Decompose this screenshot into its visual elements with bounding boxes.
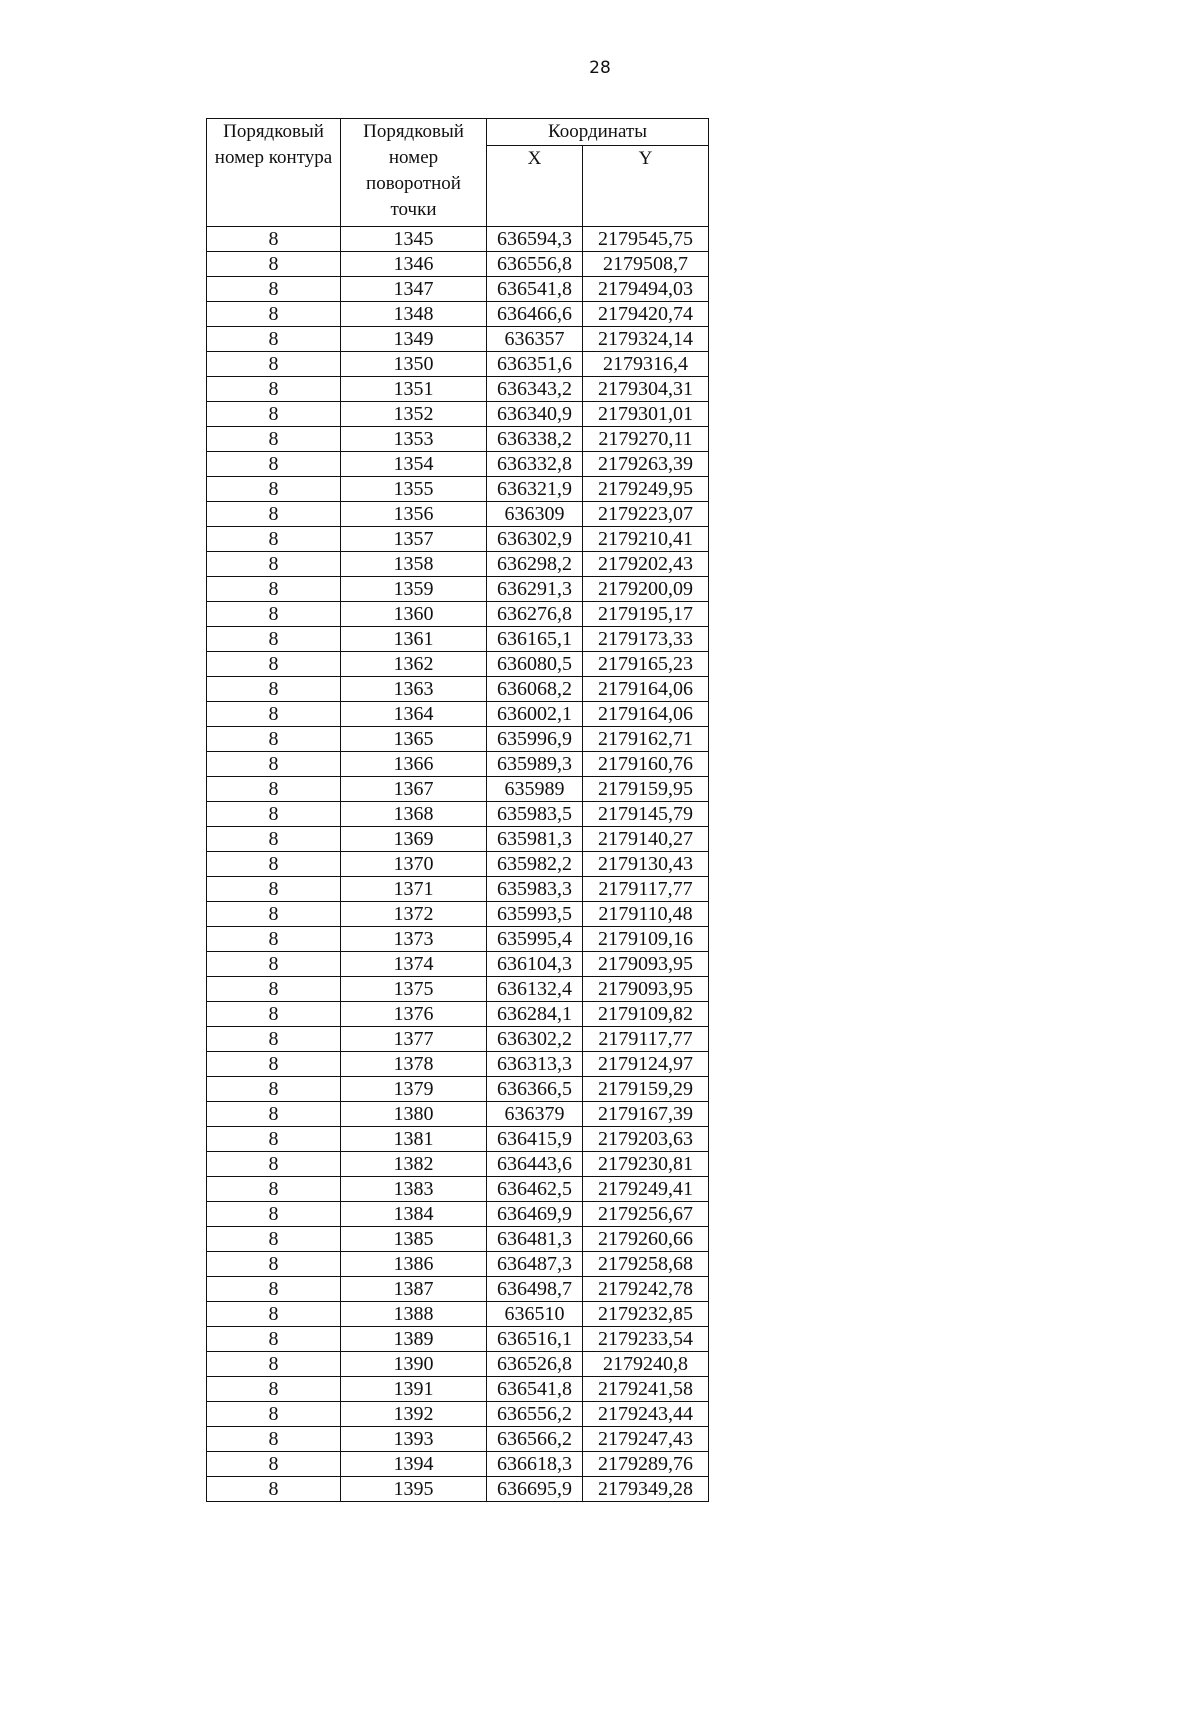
table-row [207, 352, 709, 377]
cell-point-number: 1378 [341, 1052, 487, 1077]
cell-x: 636338,2 [487, 427, 583, 452]
cell-contour-number: 8 [207, 927, 341, 952]
cell-y: 2179109,16 [583, 927, 709, 952]
cell-point-number: 1357 [341, 527, 487, 552]
cell-y: 2179223,07 [583, 502, 709, 527]
cell-point-number: 1346 [341, 252, 487, 277]
cell-contour-number: 8 [207, 277, 341, 302]
cell-point-number: 1394 [341, 1452, 487, 1477]
table-row [207, 1127, 709, 1152]
table-row [207, 702, 709, 727]
cell-point-number: 1368 [341, 802, 487, 827]
cell-y: 2179243,44 [583, 1402, 709, 1427]
cell-y: 2179260,66 [583, 1227, 709, 1252]
cell-y: 2179160,76 [583, 752, 709, 777]
cell-contour-number: 8 [207, 477, 341, 502]
cell-point-number: 1372 [341, 902, 487, 927]
cell-contour-number: 8 [207, 452, 341, 477]
table-row [207, 952, 709, 977]
cell-x: 636309 [487, 502, 583, 527]
cell-point-number: 1366 [341, 752, 487, 777]
cell-y: 2179093,95 [583, 952, 709, 977]
cell-x: 636469,9 [487, 1202, 583, 1227]
cell-point-number: 1395 [341, 1477, 487, 1502]
cell-contour-number: 8 [207, 727, 341, 752]
cell-x: 636332,8 [487, 452, 583, 477]
cell-contour-number: 8 [207, 552, 341, 577]
cell-x: 636481,3 [487, 1227, 583, 1252]
table-row [207, 227, 709, 252]
cell-y: 2179420,74 [583, 302, 709, 327]
table-row [207, 552, 709, 577]
cell-y: 2179130,43 [583, 852, 709, 877]
cell-y: 2179145,79 [583, 802, 709, 827]
table-row [207, 827, 709, 852]
cell-y: 2179117,77 [583, 877, 709, 902]
cell-y: 2179256,67 [583, 1202, 709, 1227]
cell-contour-number: 8 [207, 902, 341, 927]
cell-y: 2179164,06 [583, 702, 709, 727]
cell-x: 636343,2 [487, 377, 583, 402]
cell-contour-number: 8 [207, 877, 341, 902]
cell-point-number: 1355 [341, 477, 487, 502]
table-row [207, 752, 709, 777]
table-row [207, 1177, 709, 1202]
cell-x: 636415,9 [487, 1127, 583, 1152]
table-row [207, 327, 709, 352]
cell-x: 636302,2 [487, 1027, 583, 1052]
cell-x: 636284,1 [487, 1002, 583, 1027]
cell-y: 2179545,75 [583, 227, 709, 252]
cell-contour-number: 8 [207, 602, 341, 627]
table-row [207, 602, 709, 627]
cell-point-number: 1387 [341, 1277, 487, 1302]
cell-point-number: 1352 [341, 402, 487, 427]
cell-y: 2179093,95 [583, 977, 709, 1002]
cell-x: 635993,5 [487, 902, 583, 927]
cell-y: 2179140,27 [583, 827, 709, 852]
cell-contour-number: 8 [207, 952, 341, 977]
cell-point-number: 1375 [341, 977, 487, 1002]
cell-x: 636276,8 [487, 602, 583, 627]
cell-point-number: 1354 [341, 452, 487, 477]
table-row [207, 277, 709, 302]
cell-y: 2179304,31 [583, 377, 709, 402]
table-row [207, 1352, 709, 1377]
table-row [207, 1377, 709, 1402]
cell-contour-number: 8 [207, 352, 341, 377]
cell-point-number: 1376 [341, 1002, 487, 1027]
cell-contour-number: 8 [207, 427, 341, 452]
cell-x: 636510 [487, 1302, 583, 1327]
cell-x: 636516,1 [487, 1327, 583, 1352]
cell-x: 635982,2 [487, 852, 583, 877]
cell-contour-number: 8 [207, 1477, 341, 1502]
cell-y: 2179200,09 [583, 577, 709, 602]
table-row [207, 452, 709, 477]
cell-contour-number: 8 [207, 1152, 341, 1177]
cell-contour-number: 8 [207, 652, 341, 677]
cell-x: 636594,3 [487, 227, 583, 252]
cell-point-number: 1390 [341, 1352, 487, 1377]
cell-x: 636068,2 [487, 677, 583, 702]
cell-contour-number: 8 [207, 402, 341, 427]
cell-point-number: 1373 [341, 927, 487, 952]
cell-y: 2179258,68 [583, 1252, 709, 1277]
cell-y: 2179159,95 [583, 777, 709, 802]
cell-point-number: 1364 [341, 702, 487, 727]
table-row [207, 477, 709, 502]
cell-point-number: 1386 [341, 1252, 487, 1277]
cell-y: 2179270,11 [583, 427, 709, 452]
cell-y: 2179316,4 [583, 352, 709, 377]
table-row [207, 852, 709, 877]
cell-x: 636541,8 [487, 1377, 583, 1402]
cell-y: 2179241,58 [583, 1377, 709, 1402]
cell-contour-number: 8 [207, 1102, 341, 1127]
header-point-number: Порядковый номер поворотной точки [341, 119, 487, 227]
cell-point-number: 1358 [341, 552, 487, 577]
cell-point-number: 1363 [341, 677, 487, 702]
cell-point-number: 1374 [341, 952, 487, 977]
table-row [207, 1227, 709, 1252]
cell-contour-number: 8 [207, 327, 341, 352]
cell-point-number: 1370 [341, 852, 487, 877]
cell-y: 2179110,48 [583, 902, 709, 927]
cell-contour-number: 8 [207, 827, 341, 852]
table-row [207, 977, 709, 1002]
table-row [207, 1427, 709, 1452]
cell-point-number: 1377 [341, 1027, 487, 1052]
cell-x: 636298,2 [487, 552, 583, 577]
cell-point-number: 1384 [341, 1202, 487, 1227]
table-row [207, 1402, 709, 1427]
cell-contour-number: 8 [207, 1077, 341, 1102]
table-row [207, 377, 709, 402]
cell-x: 636379 [487, 1102, 583, 1127]
cell-y: 2179167,39 [583, 1102, 709, 1127]
header-x: X [487, 146, 583, 227]
cell-x: 636526,8 [487, 1352, 583, 1377]
cell-y: 2179242,78 [583, 1277, 709, 1302]
table-row [207, 302, 709, 327]
cell-x: 636165,1 [487, 627, 583, 652]
cell-x: 636291,3 [487, 577, 583, 602]
cell-contour-number: 8 [207, 702, 341, 727]
cell-x: 636566,2 [487, 1427, 583, 1452]
cell-contour-number: 8 [207, 377, 341, 402]
cell-contour-number: 8 [207, 577, 341, 602]
cell-point-number: 1349 [341, 327, 487, 352]
cell-contour-number: 8 [207, 1377, 341, 1402]
cell-point-number: 1371 [341, 877, 487, 902]
cell-point-number: 1367 [341, 777, 487, 802]
cell-y: 2179162,71 [583, 727, 709, 752]
cell-contour-number: 8 [207, 502, 341, 527]
table-row [207, 577, 709, 602]
header-contour-number: Порядковый номер контура [207, 119, 341, 227]
cell-point-number: 1379 [341, 1077, 487, 1102]
table-row [207, 502, 709, 527]
cell-point-number: 1360 [341, 602, 487, 627]
cell-contour-number: 8 [207, 1227, 341, 1252]
table-row [207, 802, 709, 827]
cell-y: 2179159,29 [583, 1077, 709, 1102]
header-coordinates: Координаты [487, 119, 709, 146]
page-number: 28 [589, 58, 611, 78]
cell-y: 2179249,41 [583, 1177, 709, 1202]
cell-y: 2179240,8 [583, 1352, 709, 1377]
cell-point-number: 1382 [341, 1152, 487, 1177]
cell-contour-number: 8 [207, 1202, 341, 1227]
table-row [207, 677, 709, 702]
cell-x: 636466,6 [487, 302, 583, 327]
table-row [207, 1202, 709, 1227]
cell-point-number: 1362 [341, 652, 487, 677]
cell-contour-number: 8 [207, 527, 341, 552]
table-row [207, 1102, 709, 1127]
cell-point-number: 1380 [341, 1102, 487, 1127]
cell-x: 636351,6 [487, 352, 583, 377]
cell-y: 2179508,7 [583, 252, 709, 277]
cell-contour-number: 8 [207, 852, 341, 877]
cell-y: 2179233,54 [583, 1327, 709, 1352]
cell-point-number: 1389 [341, 1327, 487, 1352]
cell-x: 636313,3 [487, 1052, 583, 1077]
cell-point-number: 1369 [341, 827, 487, 852]
cell-y: 2179289,76 [583, 1452, 709, 1477]
cell-x: 636443,6 [487, 1152, 583, 1177]
cell-x: 636618,3 [487, 1452, 583, 1477]
cell-y: 2179263,39 [583, 452, 709, 477]
cell-contour-number: 8 [207, 1302, 341, 1327]
table-row [207, 1277, 709, 1302]
cell-contour-number: 8 [207, 1277, 341, 1302]
cell-x: 635983,3 [487, 877, 583, 902]
cell-point-number: 1383 [341, 1177, 487, 1202]
cell-point-number: 1345 [341, 227, 487, 252]
table-row [207, 877, 709, 902]
cell-y: 2179247,43 [583, 1427, 709, 1452]
cell-x: 635981,3 [487, 827, 583, 852]
cell-x: 636695,9 [487, 1477, 583, 1502]
table-row [207, 1052, 709, 1077]
cell-contour-number: 8 [207, 252, 341, 277]
table-row [207, 1027, 709, 1052]
cell-y: 2179173,33 [583, 627, 709, 652]
cell-x: 636132,4 [487, 977, 583, 1002]
cell-point-number: 1381 [341, 1127, 487, 1152]
cell-y: 2179109,82 [583, 1002, 709, 1027]
cell-point-number: 1365 [341, 727, 487, 752]
cell-point-number: 1347 [341, 277, 487, 302]
cell-contour-number: 8 [207, 627, 341, 652]
table-row [207, 927, 709, 952]
table-row [207, 1327, 709, 1352]
table-row [207, 402, 709, 427]
table-row [207, 252, 709, 277]
cell-contour-number: 8 [207, 1002, 341, 1027]
table-row [207, 1152, 709, 1177]
cell-x: 635996,9 [487, 727, 583, 752]
cell-y: 2179165,23 [583, 652, 709, 677]
cell-contour-number: 8 [207, 227, 341, 252]
table-row [207, 627, 709, 652]
cell-x: 636104,3 [487, 952, 583, 977]
cell-point-number: 1351 [341, 377, 487, 402]
cell-contour-number: 8 [207, 752, 341, 777]
cell-x: 636498,7 [487, 1277, 583, 1302]
cell-y: 2179210,41 [583, 527, 709, 552]
cell-y: 2179324,14 [583, 327, 709, 352]
table-row [207, 527, 709, 552]
cell-contour-number: 8 [207, 977, 341, 1002]
header-y: Y [583, 146, 709, 227]
cell-point-number: 1353 [341, 427, 487, 452]
cell-contour-number: 8 [207, 777, 341, 802]
cell-contour-number: 8 [207, 1352, 341, 1377]
cell-contour-number: 8 [207, 1027, 341, 1052]
cell-y: 2179164,06 [583, 677, 709, 702]
cell-x: 635989 [487, 777, 583, 802]
cell-x: 635989,3 [487, 752, 583, 777]
table-row [207, 1477, 709, 1502]
cell-point-number: 1359 [341, 577, 487, 602]
cell-y: 2179117,77 [583, 1027, 709, 1052]
cell-point-number: 1350 [341, 352, 487, 377]
cell-point-number: 1356 [341, 502, 487, 527]
cell-contour-number: 8 [207, 677, 341, 702]
table-row [207, 727, 709, 752]
cell-x: 636462,5 [487, 1177, 583, 1202]
table-header [207, 119, 709, 227]
cell-point-number: 1391 [341, 1377, 487, 1402]
table-row [207, 777, 709, 802]
cell-x: 636556,8 [487, 252, 583, 277]
cell-y: 2179232,85 [583, 1302, 709, 1327]
cell-contour-number: 8 [207, 1402, 341, 1427]
cell-y: 2179124,97 [583, 1052, 709, 1077]
cell-y: 2179301,01 [583, 402, 709, 427]
table-row [207, 427, 709, 452]
cell-point-number: 1392 [341, 1402, 487, 1427]
cell-point-number: 1388 [341, 1302, 487, 1327]
cell-contour-number: 8 [207, 1427, 341, 1452]
table-row [207, 1302, 709, 1327]
cell-contour-number: 8 [207, 302, 341, 327]
cell-y: 2179230,81 [583, 1152, 709, 1177]
cell-y: 2179349,28 [583, 1477, 709, 1502]
cell-y: 2179249,95 [583, 477, 709, 502]
cell-x: 636541,8 [487, 277, 583, 302]
cell-contour-number: 8 [207, 1177, 341, 1202]
cell-contour-number: 8 [207, 1327, 341, 1352]
table-row [207, 1452, 709, 1477]
cell-point-number: 1348 [341, 302, 487, 327]
cell-x: 636321,9 [487, 477, 583, 502]
table-row [207, 902, 709, 927]
cell-point-number: 1385 [341, 1227, 487, 1252]
cell-y: 2179202,43 [583, 552, 709, 577]
table-row [207, 1002, 709, 1027]
cell-point-number: 1361 [341, 627, 487, 652]
cell-x: 636080,5 [487, 652, 583, 677]
cell-x: 636340,9 [487, 402, 583, 427]
table-body [207, 227, 709, 1502]
table-row [207, 1252, 709, 1277]
cell-x: 636556,2 [487, 1402, 583, 1427]
cell-x: 636487,3 [487, 1252, 583, 1277]
cell-y: 2179203,63 [583, 1127, 709, 1152]
cell-x: 635983,5 [487, 802, 583, 827]
cell-contour-number: 8 [207, 1252, 341, 1277]
cell-x: 636357 [487, 327, 583, 352]
cell-contour-number: 8 [207, 1127, 341, 1152]
cell-x: 636002,1 [487, 702, 583, 727]
cell-y: 2179195,17 [583, 602, 709, 627]
cell-y: 2179494,03 [583, 277, 709, 302]
cell-point-number: 1393 [341, 1427, 487, 1452]
cell-contour-number: 8 [207, 1052, 341, 1077]
coordinates-table [206, 118, 709, 1502]
table-row [207, 652, 709, 677]
cell-contour-number: 8 [207, 1452, 341, 1477]
cell-x: 635995,4 [487, 927, 583, 952]
cell-contour-number: 8 [207, 802, 341, 827]
cell-x: 636366,5 [487, 1077, 583, 1102]
cell-x: 636302,9 [487, 527, 583, 552]
table-row [207, 1077, 709, 1102]
